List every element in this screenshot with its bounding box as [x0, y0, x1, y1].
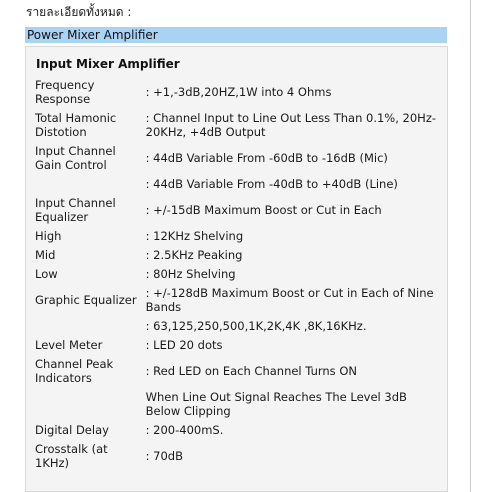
spec-label: Total Hamonic Distotion	[35, 111, 117, 139]
spec-row	[33, 355, 443, 388]
spec-label: Frequency Response	[35, 78, 95, 106]
spec-label: Input Channel Gain Control	[35, 144, 116, 172]
spec-value: : +1,-3dB,20HZ,1W into 4 Ohms	[145, 85, 332, 99]
spec-value: : 12KHz Shelving	[145, 229, 244, 243]
spec-table	[33, 76, 443, 473]
spec-row	[33, 336, 443, 355]
right-divider	[470, 0, 471, 492]
spec-value: : 44dB Variable From -60dB to -16dB (Mic)	[145, 151, 388, 165]
spec-value: : 200-400mS.	[145, 423, 224, 437]
section-heading: Input Mixer Amplifier	[36, 57, 180, 71]
spec-value: : 44dB Variable From -40dB to +40dB (Line)	[145, 177, 398, 191]
spec-row	[33, 109, 443, 142]
spec-row	[33, 227, 443, 246]
spec-label	[33, 317, 144, 336]
spec-label: Low	[35, 267, 58, 281]
spec-row	[33, 246, 443, 265]
spec-value: : Channel Input to Line Out Less Than 0.1%, 20Hz-20KHz, +4dB Output	[145, 111, 437, 139]
spec-value: : +/-15dB Maximum Boost or Cut in Each	[145, 203, 382, 217]
spec-row	[33, 421, 443, 440]
spec-label: Input Channel Equalizer	[35, 196, 116, 224]
spec-label: High	[35, 229, 62, 243]
spec-value: : LED 20 dots	[145, 338, 223, 352]
spec-value: : +/-128dB Maximum Boost or Cut in Each of Nine Bands	[145, 286, 434, 314]
details-header-label: รายละเอียดทั้งหมด :	[26, 5, 132, 19]
spec-row	[33, 265, 443, 284]
spec-row	[33, 317, 443, 336]
spec-value: : Red LED on Each Channel Turns ON	[145, 364, 357, 378]
spec-row	[33, 194, 443, 227]
spec-row	[33, 175, 443, 194]
spec-label: Crosstalk (at 1KHz)	[35, 442, 108, 470]
spec-label: Mid	[35, 248, 56, 262]
spec-row	[33, 142, 443, 175]
spec-value: When Line Out Signal Reaches The Level 3dB Below Clipping	[145, 390, 407, 418]
spec-row	[33, 388, 443, 421]
spec-label: Level Meter	[35, 338, 103, 352]
spec-label	[33, 175, 144, 194]
spec-value: : 63,125,250,500,1K,2K,4K ,8K,16KHz.	[145, 319, 367, 333]
product-title-bar: Power Mixer Amplifier	[25, 27, 447, 43]
spec-value: : 70dB	[145, 449, 183, 463]
spec-value: : 2.5KHz Peaking	[145, 248, 243, 262]
spec-value: : 80Hz Shelving	[145, 267, 236, 281]
spec-row	[33, 284, 443, 317]
spec-row	[33, 76, 443, 109]
spec-label	[33, 388, 144, 421]
spec-row	[33, 440, 443, 473]
spec-label: Digital Delay	[35, 423, 109, 437]
spec-label: Channel Peak Indicators	[35, 357, 114, 385]
spec-panel	[25, 46, 448, 492]
spec-label: Graphic Equalizer	[35, 293, 137, 307]
